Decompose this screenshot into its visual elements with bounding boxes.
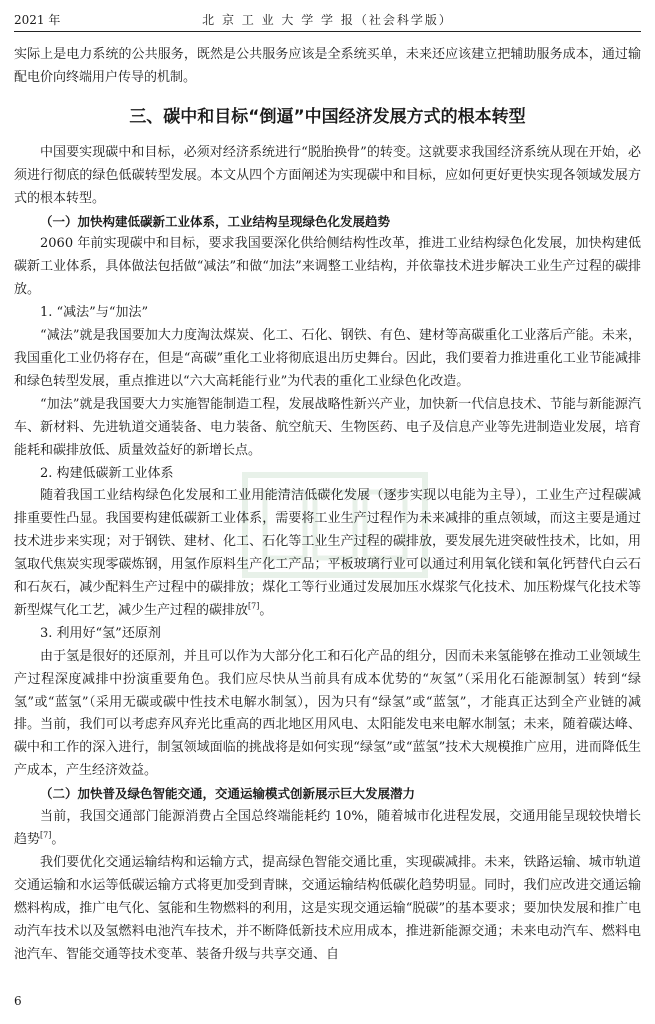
heading-subtraction-addition: 1. “减法”与“加法” [40,305,149,321]
header-rule [14,31,641,32]
paragraph-hydrogen: 由于氢是很好的还原剂，并且可以作为大部分化工和石化产品的组分，因而未来氢能够在推动工业领域生产过程深度减排中扮演重要角色。我们应尽快从当前具有成本优势的“灰氢”（采用化石能源制氢）转到“绿氢”或“蓝氢”（采用无碳或碳中性技术电解水制氢），因为只有“绿氢”或“蓝氢”，才能真正达到全产业链的减排。当前，我们可以考虑弃风弃光比重高的西北地区用风电、太阳能发电来电解水制氢；未来，随着碳达峰、碳中和工作的深入进行，制氢领域面临的挑战将是如何实现“绿氢”或“蓝氢”技术大规模推广应用，进而降低生产成本，产生经济效益。 [14,648,641,779]
subsection-heading-1: （一）加快构建低碳新工业体系，工业结构呈现绿色化发展趋势 [40,213,391,229]
subsection-heading-2: （二）加快普及绿色智能交通，交通运输模式创新展示巨大发展潜力 [40,786,416,802]
running-header [14,10,641,30]
citation-7: [7] [40,830,52,840]
paragraph-intro: 中国要实现碳中和目标，必须对经济系统进行“脱胎换骨”的转变。这就要求我国经济系统从现在开始，必须进行彻底的绿色低碳转型发展。本文从四个方面阐述为实现碳中和目标，应如何更好更快实现各领域发展方式的根本转型。 [14,144,641,206]
paragraph-subtraction: “减法”就是我国要加大力度淘汰煤炭、化工、石化、钢铁、有色、建材等高碳重化工业落后产能。未来，我国重化工业仍将存在，但是“高碳”重化工业将彻底退出历史舞台。因此，我们要着力推进重化工业节能减排和绿色转型发展，重点推进以“六大高耗能行业”为代表的重化工业绿色化改造。 [14,328,641,389]
header-journal-title: 北 京 工 业 大 学 学 报（社会科学版） [202,13,453,27]
paragraph-text: 随着我国工业结构绿色化发展和工业用能清洁低碳化发展（逐步实现以电能为主导），工业生产过程碳减排重要性凸显。我国要构建低碳新工业体系，需要将工业生产过程作为未来减排的重点领域，而这主要是通过技术进步来实现；对于钢铁、建材、化工、石化等工业生产过程的碳排放，要发展先进突破性技术，比如，用氢取代焦炭实现零碳炼钢，用氢作原料生产化工产品；平板玻璃行业可以通过利用氧化镁和氧化钙替代白云石和石灰石，减少配料生产过程中的碳排放；煤化工等行业通过发展加压水煤浆气化技术、加压粉煤气化技术等新型煤气化工艺，减少生产过程的碳排放 [14,488,641,618]
paragraph-continued: 实际上是电力系统的公共服务，既然是公共服务应该是全系统买单，未来还应该建立把辅助服务成本，通过输配电价向终端用户传导的机制。 [14,47,641,85]
paragraph-transport-structure: 我们要优化交通运输结构和运输方式，提高绿色智能交通比重，实现碳减排。未来，铁路运输、城市轨道交通运输和水运等低碳运输方式将更加受到青睐，交通运输结构低碳化趋势明显。同时，我们应改进交通运输燃料构成，推广电气化、氢能和生物燃料的利用，这是实现交通运输“脱碳”的基本要求；要加快发展和推广电动汽车技术以及氢燃料电池汽车技术，并不断降低新技术应用成本，推进新能源交通；未来电动汽车、燃料电池汽车、智能交通等技术变革、装备升级与共享交通、自 [14,854,641,962]
paragraph-text: 当前，我国交通部门能源消费占全国总终端能耗约 10%，随着城市化进程发展，交通用能呈现较快增长趋势 [14,809,641,847]
paragraph-addition: “加法”就是我国要大力实施智能制造工程，发展战略性新兴产业，加快新一代信息技术、节能与新能源汽车、新材料、先进轨道交通装备、电力装备、航空航天、生物医药、电子及信息产业等先进制造业发展，培育能耗和碳排放低、质量效益好的新增长点。 [14,396,641,458]
header-year: 2021 年 [14,13,61,27]
citation-7: [7] [248,601,260,611]
heading-low-carbon-industry: 2. 构建低碳新工业体系 [40,465,174,481]
page-number: 6 [14,994,22,1008]
section-title: 三、碳中和目标“倒逼”中国经济发展方式的根本转型 [129,106,526,127]
heading-hydrogen: 3. 利用好“氢”还原剂 [40,625,161,641]
article-body [14,44,641,966]
paragraph-end-punct: 。 [259,602,273,618]
paragraph-low-carbon-industry [14,485,641,622]
paragraph-industry: 2060 年前实现碳中和目标，要求我国要深化供给侧结构性改革，推进工业结构绿色化发展，加快构建低碳新工业体系，具体做法包括做“减法”和做“加法”来调整工业结构，并依靠技术进步解决工业生产过程的碳排放。 [14,236,641,298]
paragraph-transport-energy [14,806,641,852]
paragraph-end-punct: 。 [51,832,65,847]
